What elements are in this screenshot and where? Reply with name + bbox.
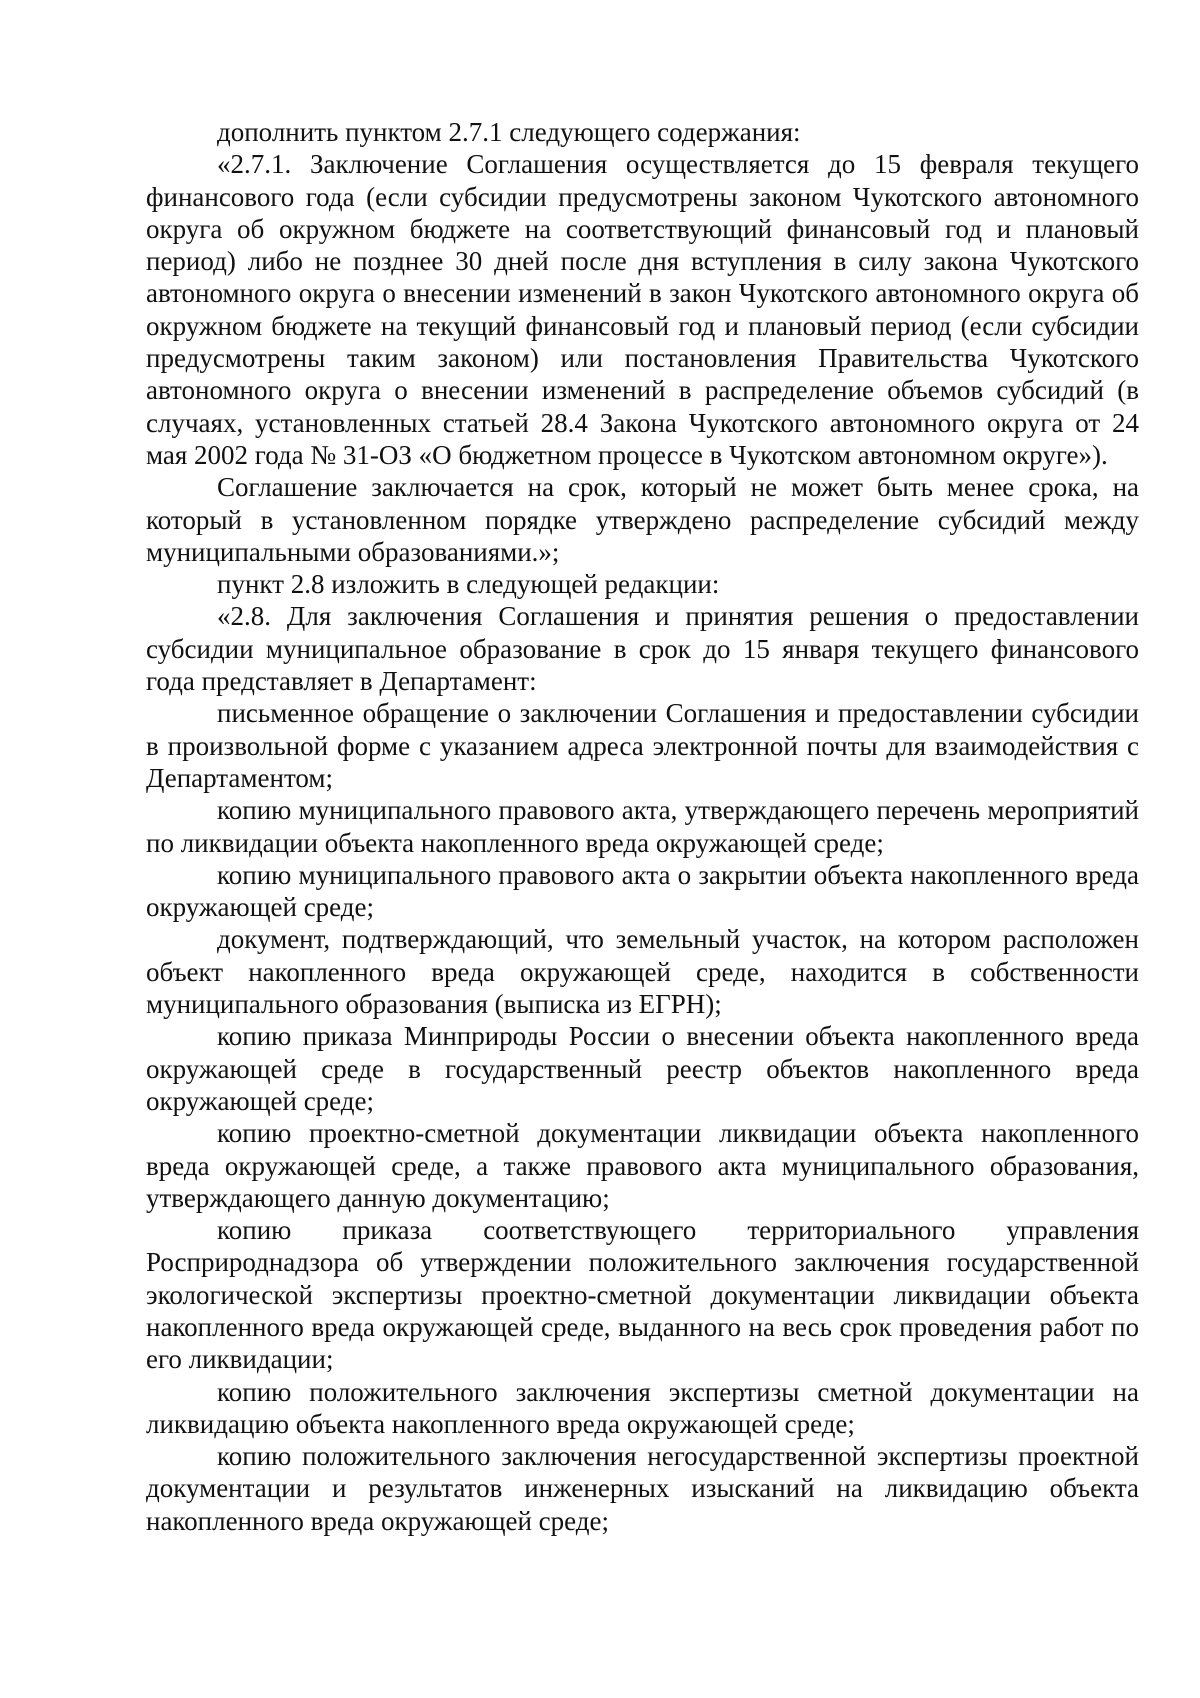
list-item-written-request: письменное обращение о заключении Соглашения и предоставлении субсидии в произвольной форме с указанием адреса электронной почты для взаимодействия с Департаментом; — [146, 698, 1139, 793]
paragraph-2-8-intro: пункт 2.8 изложить в следующей редакции: — [217, 569, 720, 600]
paragraph-2-8: «2.8. Для заключения Соглашения и принятия решения о предоставлении субсидии муниципальное образование в срок до 15 января текущего финансового года представляет в Департамент: — [146, 601, 1139, 697]
list-item-estimate-expertise: копию положительного заключения экспертизы сметной документации на ликвидацию объекта накопленного вреда окружающей среде; — [146, 1376, 1139, 1439]
list-item-design-estimate-docs: копию проектно-сметной документации ликвидации объекта накопленного вреда окружающей среде, а также правового акта муниципального образования, утверждающего данную документацию; — [146, 1118, 1139, 1213]
paragraph-2-7-1: «2.7.1. Заключение Соглашения осуществляется до 15 февраля текущего финансового года (если субсидии предусмотрены законом Чукотского автономного округа об окружном бюджете на соответствующий финансовый год и плановый период) либо не позднее 30 дней после дня вступления в силу закона Чукотского автономного округа о внесении изменений в закон Чукотского автономного округа об окружном бюджете на текущий финансовый год и плановый период (если субсидии предусмотрены таким законом) или постановления Правительства Чукотского автономного округа о внесении изменений в распределение объемов субсидий (в случаях, установленных статьей 28.4 Закона Чукотского автономного округа от 24 мая 2002 года № 31-ОЗ «О бюджетном процессе в Чукотском автономном округе»). — [146, 149, 1139, 470]
list-item-municipal-act-closure: копию муниципального правового акта о закрытии объекта накопленного вреда окружающей среде; — [146, 859, 1139, 923]
document-body — [146, 116, 1139, 1537]
list-item-rosprirodnadzor-order: копию приказа соответствующего территориального управления Росприроднадзора об утверждении положительного заключения государственной экологической экспертизы проектно-сметной документации ликвидации объекта накопленного вреда окружающей среде, выданного на весь срок проведения работ по его ликвидации; — [146, 1215, 1139, 1375]
paragraph-intro: дополнить пунктом 2.7.1 следующего содержания: — [217, 117, 801, 147]
paragraph-agreement-term: Соглашение заключается на срок, который не может быть менее срока, на который в установленном порядке утверждено распределение субсидий между муниципальными образованиями.»; — [146, 472, 1139, 567]
list-item-nonstate-expertise: копию положительного заключения негосударственной экспертизы проектной документации и результатов инженерных изысканий на ликвидацию объекта накопленного вреда окружающей среде; — [146, 1441, 1139, 1536]
list-item-ministry-order: копию приказа Минприроды России о внесении объекта накопленного вреда окружающей среде в государственный реестр объектов накопленного вреда окружающей среде; — [146, 1021, 1139, 1116]
list-item-municipal-act-measures: копию муниципального правового акта, утверждающего перечень мероприятий по ликвидации объекта накопленного вреда окружающей среде; — [146, 795, 1139, 858]
list-item-land-ownership-document: документ, подтверждающий, что земельный участок, на котором расположен объект накопленного вреда окружающей среде, находится в собственности муниципального образования (выписка из ЕГРН); — [146, 924, 1139, 1020]
